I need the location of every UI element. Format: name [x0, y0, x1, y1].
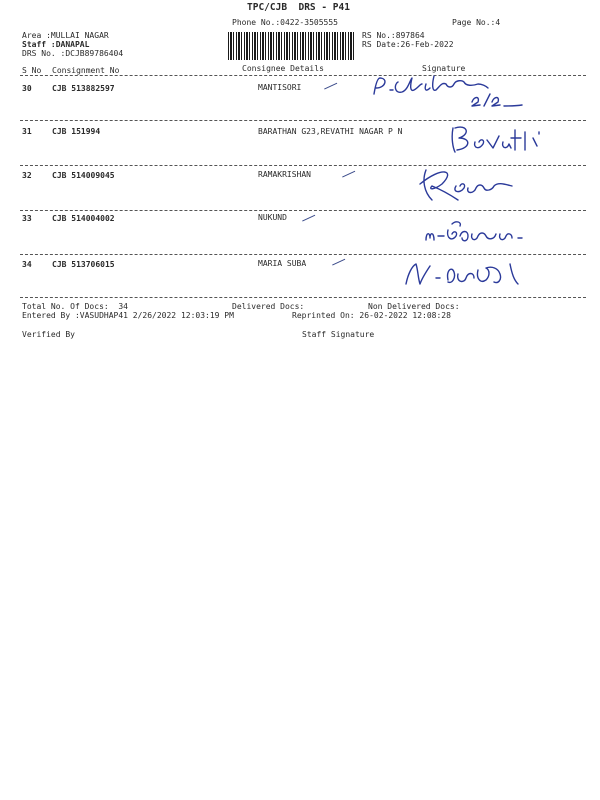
- row-consignee: MARIA SUBA: [258, 259, 307, 268]
- signature-image: [445, 118, 555, 158]
- staff-label: Staff :DANAPAL: [22, 40, 90, 49]
- row-sno: 34: [22, 260, 32, 269]
- document-title: TPC/CJB DRS - P41: [247, 2, 350, 13]
- page-number: Page No.:4: [452, 18, 501, 27]
- phone-number: Phone No.:0422-3505555: [232, 18, 338, 27]
- row-sno: 31: [22, 127, 32, 136]
- total-docs: Total No. Of Docs: 34: [22, 302, 128, 311]
- row-consignee: BARATHAN G23,REVATHI NAGAR P N: [258, 127, 403, 136]
- staff-signature: Staff Signature: [302, 330, 375, 339]
- drs-number: DRS No. :DCJB89786404: [22, 49, 124, 58]
- row-consignment: CJB 513882597: [52, 84, 115, 93]
- row-divider: [20, 254, 586, 255]
- verified-by: Verified By: [22, 330, 75, 339]
- delivered-docs: Delivered Docs:: [232, 302, 305, 311]
- signature-image: [412, 160, 522, 204]
- row-consignment: CJB 151994: [52, 127, 101, 136]
- column-header-sno: S No: [22, 66, 42, 75]
- area-label: Area :MULLAI NAGAR: [22, 31, 109, 40]
- signature-image: [368, 72, 538, 108]
- signature-image: [402, 256, 532, 290]
- row-sno: 30: [22, 84, 32, 93]
- row-consignee: MANTISORI: [258, 83, 302, 92]
- entered-by: Entered By :VASUDHAP41 2/26/2022 12:03:19 PM: [22, 311, 234, 320]
- non-delivered-docs: Non Delivered Docs:: [368, 302, 460, 311]
- row-consignment: CJB 513706015: [52, 260, 115, 269]
- column-header-consignee: Consignee Details: [242, 64, 324, 73]
- row-consignment: CJB 514009045: [52, 171, 115, 180]
- column-header-consignment: Consignment No: [52, 66, 120, 75]
- barcode-image: [228, 32, 355, 60]
- row-sno: 32: [22, 171, 32, 180]
- reprinted-on: Reprinted On: 26-02-2022 12:08:28: [292, 311, 451, 320]
- signature-image: [422, 218, 542, 250]
- row-consignee: NUKUND: [258, 213, 287, 222]
- rs-date: RS Date:26-Feb-2022: [362, 40, 454, 49]
- check-mark: [321, 75, 337, 89]
- column-header-signature: Signature: [422, 64, 466, 73]
- row-consignee: RAMAKRISHAN: [258, 170, 311, 179]
- footer-divider: [20, 297, 586, 298]
- row-consignment: CJB 514004002: [52, 214, 115, 223]
- row-sno: 33: [22, 214, 32, 223]
- rs-number: RS No.:897864: [362, 31, 425, 40]
